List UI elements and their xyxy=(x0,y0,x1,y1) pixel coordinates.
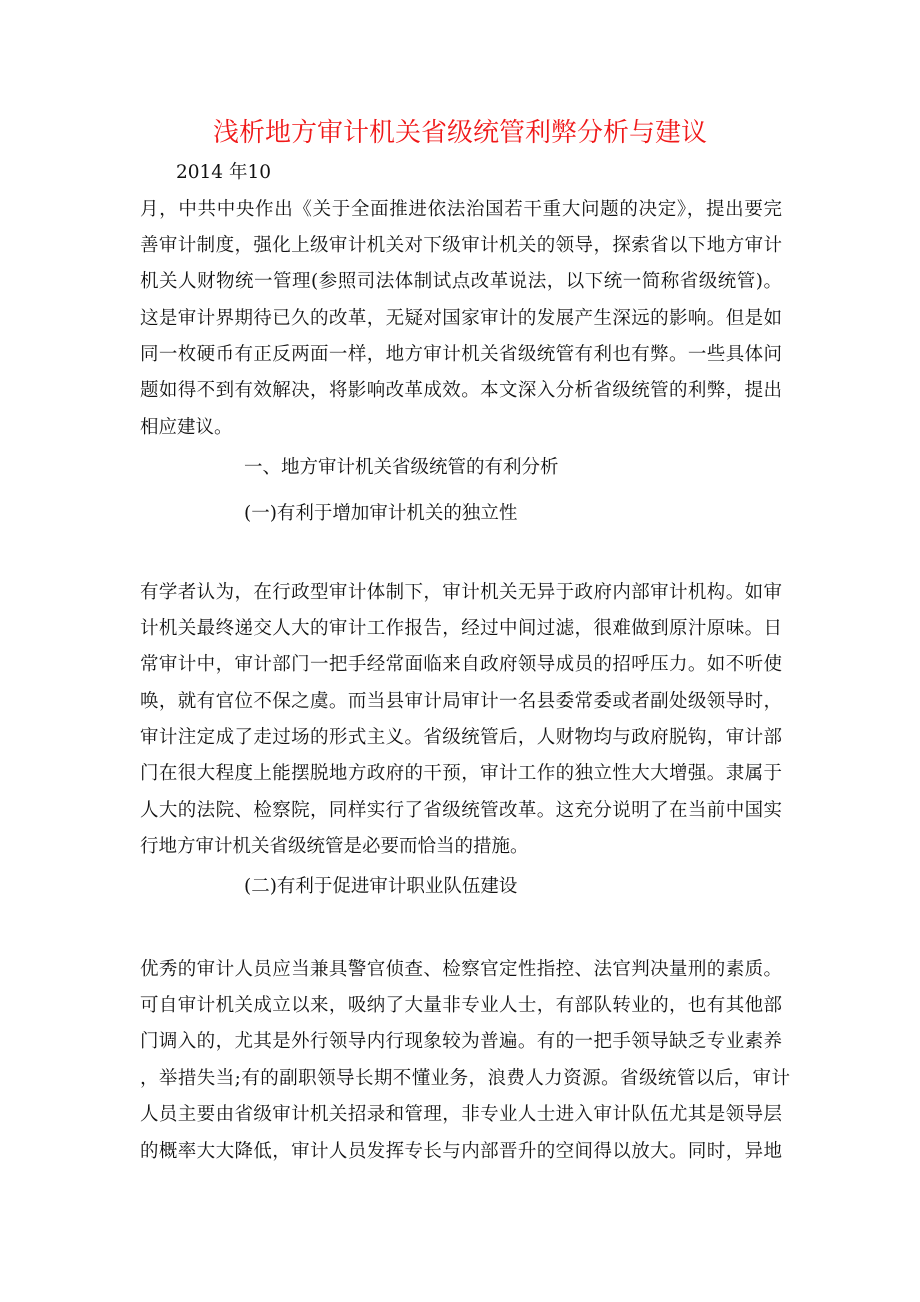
text-line: 行地方审计机关省级统管是必要而恰当的措施。 xyxy=(140,836,529,857)
text-line: 门在很大程度上能摆脱地方政府的干预，审计工作的独立性大大增强。隶属于 xyxy=(140,763,782,784)
date-line: 2014 年10 xyxy=(176,162,272,183)
text-line: 唤，就有官位不保之虞。而当县审计局审计一名县委常委或者副处级领导时， xyxy=(140,691,782,712)
text-line: 题如得不到有效解决，将影响改革成效。本文深入分析省级统管的利弊，提出 xyxy=(140,380,782,401)
text-line: ，举措失当;有的副职领导长期不懂业务，浪费人力资源。省级统管以后，审计 xyxy=(140,1068,790,1089)
text-line: 计机关最终递交人大的审计工作报告，经过中间过滤，很难做到原汁原味。日 xyxy=(140,618,782,639)
text-line: 门调入的，尤其是外行领导内行现象较为普遍。有的一把手领导缺乏专业素养 xyxy=(140,1031,782,1052)
subsection-heading: (一)有利于增加审计机关的独立性 xyxy=(244,503,518,524)
document-title: 浅析地方审计机关省级统管利弊分析与建议 xyxy=(212,118,707,148)
text-line: 这是审计界期待已久的改革，无疑对国家审计的发展产生深远的影响。但是如 xyxy=(140,308,782,329)
text-line: 同一枚硬币有正反两面一样，地方审计机关省级统管有利也有弊。一些具体问 xyxy=(140,344,782,365)
subsection-heading: (二)有利于促进审计职业队伍建设 xyxy=(244,876,518,897)
text-line: 月，中共中央作出《关于全面推进依法治国若干重大问题的决定》，提出要完 xyxy=(140,199,782,220)
text-line: 可自审计机关成立以来，吸纳了大量非专业人士，有部队转业的，也有其他部 xyxy=(140,995,782,1016)
text-line: 常审计中，审计部门一把手经常面临来自政府领导成员的招呼压力。如不听使 xyxy=(140,654,782,675)
text-line: 善审计制度，强化上级审计机关对下级审计机关的领导，探索省以下地方审计 xyxy=(140,235,782,256)
text-line: 机关人财物统一管理(参照司法体制试点改革说法，以下统一简称省级统管)。 xyxy=(140,271,782,292)
text-line: 优秀的审计人员应当兼具警官侦查、检察官定性指控、法官判决量刑的素质。 xyxy=(140,959,782,980)
text-line: 的概率大大降低，审计人员发挥专长与内部晋升的空间得以放大。同时，异地 xyxy=(140,1141,782,1162)
text-line: 人员主要由省级审计机关招录和管理，非专业人士进入审计队伍尤其是领导层 xyxy=(140,1104,782,1125)
section-heading: 一、地方审计机关省级统管的有利分析 xyxy=(244,457,559,478)
text-line: 相应建议。 xyxy=(140,417,233,438)
text-line: 审计注定成了走过场的形式主义。省级统管后，人财物均与政府脱钩，审计部 xyxy=(140,727,782,748)
text-line: 人大的法院、检察院，同样实行了省级统管改革。这充分说明了在当前中国实 xyxy=(140,800,782,821)
text-line: 有学者认为，在行政型审计体制下，审计机关无异于政府内部审计机构。如审 xyxy=(140,582,782,603)
